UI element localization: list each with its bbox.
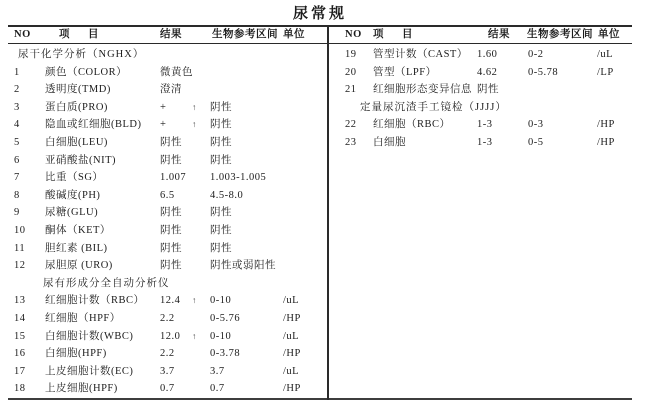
cell-result: 6.5 bbox=[160, 189, 175, 201]
section-label: 定量尿沉渣手工镜检（JJJJ） bbox=[360, 101, 507, 113]
lab-result-row bbox=[8, 99, 327, 117]
col-header-no: NO bbox=[345, 29, 362, 40]
cell-no: 12 bbox=[14, 260, 26, 272]
cell-item: 尿糖(GLU) bbox=[45, 207, 99, 219]
cell-unit: /HP bbox=[283, 312, 301, 324]
cell-no: 6 bbox=[14, 154, 20, 166]
cell-unit: /uL bbox=[283, 365, 300, 377]
cell-no: 22 bbox=[345, 119, 357, 131]
high-flag-icon: ↑ bbox=[192, 330, 197, 341]
right-results-pane bbox=[327, 46, 632, 152]
col-header-unit: 单位 bbox=[598, 29, 620, 40]
cell-item: 白细胞(HPF) bbox=[45, 348, 107, 360]
cell-no: 17 bbox=[14, 365, 26, 377]
high-flag-icon: ↑ bbox=[192, 119, 197, 130]
cell-result: 1-3 bbox=[477, 136, 493, 148]
section-label: 尿干化学分析（NGHX） bbox=[18, 49, 145, 60]
left-header-row bbox=[8, 27, 327, 43]
cell-no: 23 bbox=[345, 136, 357, 148]
right-header-row bbox=[327, 27, 632, 43]
cell-reference: 0-5.78 bbox=[528, 66, 559, 78]
cell-result: 12.4 bbox=[160, 295, 181, 307]
lab-result-row bbox=[8, 134, 327, 152]
cell-item: 管型（LPF） bbox=[373, 66, 437, 78]
cell-item: 上皮细胞(HPF) bbox=[45, 383, 118, 395]
lab-result-row bbox=[8, 257, 327, 275]
cell-reference: 0-2 bbox=[528, 49, 544, 60]
cell-result: 0.7 bbox=[160, 383, 175, 395]
cell-result: 阴性 bbox=[160, 207, 182, 219]
table-bottom-border bbox=[8, 398, 632, 400]
lab-result-row bbox=[8, 81, 327, 99]
cell-result: 阴性 bbox=[160, 242, 182, 254]
cell-reference: 3.7 bbox=[210, 365, 225, 377]
col-header-no: NO bbox=[14, 29, 31, 40]
cell-unit: /LP bbox=[597, 66, 614, 78]
cell-no: 18 bbox=[14, 383, 26, 395]
cell-result: 阴性 bbox=[160, 154, 182, 166]
lab-result-row bbox=[8, 169, 327, 187]
lab-result-row bbox=[8, 152, 327, 170]
section-label: 尿有形成分全自动分析仪 bbox=[43, 277, 170, 289]
cell-reference: 0-5.76 bbox=[210, 312, 241, 324]
cell-no: 7 bbox=[14, 172, 20, 184]
lab-result-row bbox=[8, 363, 327, 381]
cell-result: 阴性 bbox=[160, 136, 182, 148]
cell-reference: 阴性 bbox=[210, 101, 232, 113]
cell-result: 1.007 bbox=[160, 172, 187, 184]
cell-reference: 阴性 bbox=[210, 136, 232, 148]
left-results-pane bbox=[8, 46, 327, 398]
cell-result: + bbox=[160, 101, 167, 113]
cell-result: 阴性 bbox=[477, 84, 499, 96]
col-header-unit: 单位 bbox=[283, 29, 305, 40]
lab-result-row bbox=[8, 116, 327, 134]
cell-reference: 4.5-8.0 bbox=[210, 189, 244, 201]
cell-result: 澄清 bbox=[160, 84, 182, 96]
lab-result-row bbox=[327, 81, 632, 99]
lab-result-row bbox=[8, 328, 327, 346]
cell-item: 尿胆原 (URO) bbox=[45, 260, 113, 272]
cell-no: 13 bbox=[14, 295, 26, 307]
cell-item: 红细胞计数（RBC） bbox=[45, 295, 145, 307]
col-header-item: 项 目 bbox=[59, 29, 103, 40]
cell-item: 透明度(TMD) bbox=[45, 84, 111, 96]
cell-no: 5 bbox=[14, 136, 20, 148]
cell-result: + bbox=[160, 119, 167, 131]
report-title: 尿常规 bbox=[292, 6, 347, 22]
cell-item: 红细胞（HPF） bbox=[45, 312, 121, 324]
cell-no: 9 bbox=[14, 207, 20, 219]
cell-reference: 阴性 bbox=[210, 242, 232, 254]
cell-item: 比重（SG） bbox=[45, 172, 104, 184]
cell-reference: 阴性或弱阳性 bbox=[210, 260, 276, 272]
cell-item: 红细胞（RBC） bbox=[373, 119, 451, 131]
lab-result-row bbox=[8, 380, 327, 398]
cell-unit: /uL bbox=[283, 330, 300, 342]
lab-result-row bbox=[8, 187, 327, 205]
cell-no: 14 bbox=[14, 312, 26, 324]
cell-result: 4.62 bbox=[477, 66, 498, 78]
cell-item: 白细胞 bbox=[373, 136, 406, 148]
cell-result: 1.60 bbox=[477, 49, 498, 60]
col-header-reference: 生物参考区间 bbox=[212, 29, 278, 40]
col-header-result: 结果 bbox=[488, 29, 510, 40]
section-row bbox=[8, 275, 327, 293]
cell-item: 酸碱度(PH) bbox=[45, 189, 101, 201]
col-header-reference: 生物参考区间 bbox=[527, 29, 593, 40]
cell-result: 阴性 bbox=[160, 224, 182, 236]
cell-item: 隐血或红细胞(BLD) bbox=[45, 119, 142, 131]
section-row bbox=[327, 99, 632, 117]
cell-item: 酮体（KET） bbox=[45, 224, 111, 236]
cell-reference: 0-10 bbox=[210, 330, 232, 342]
cell-unit: /HP bbox=[597, 119, 615, 131]
cell-reference: 0-5 bbox=[528, 136, 544, 148]
cell-result: 阴性 bbox=[160, 260, 182, 272]
cell-result: 1-3 bbox=[477, 119, 493, 131]
lab-result-row bbox=[327, 134, 632, 152]
cell-no: 1 bbox=[14, 66, 20, 78]
cell-no: 3 bbox=[14, 101, 20, 113]
cell-no: 20 bbox=[345, 66, 357, 78]
high-flag-icon: ↑ bbox=[192, 101, 197, 112]
cell-item: 上皮细胞计数(EC) bbox=[45, 365, 134, 377]
cell-no: 19 bbox=[345, 49, 357, 60]
cell-reference: 1.003-1.005 bbox=[210, 172, 267, 184]
cell-reference: 阴性 bbox=[210, 224, 232, 236]
cell-item: 蛋白质(PRO) bbox=[45, 101, 108, 113]
cell-no: 8 bbox=[14, 189, 20, 201]
lab-result-row bbox=[327, 46, 632, 64]
col-header-result: 结果 bbox=[160, 29, 182, 40]
cell-item: 颜色（COLOR） bbox=[45, 66, 128, 78]
lab-result-row bbox=[8, 310, 327, 328]
cell-reference: 阴性 bbox=[210, 119, 232, 131]
cell-item: 白细胞计数(WBC) bbox=[45, 330, 134, 342]
cell-item: 管型计数（CAST） bbox=[373, 49, 468, 60]
header-underline bbox=[8, 43, 632, 44]
cell-reference: 阴性 bbox=[210, 154, 232, 166]
section-row bbox=[8, 46, 327, 64]
cell-reference: 0-3 bbox=[528, 119, 544, 131]
cell-no: 15 bbox=[14, 330, 26, 342]
lab-result-row bbox=[8, 204, 327, 222]
cell-item: 红细胞形态变异信息 bbox=[373, 84, 472, 96]
col-header-item: 项 目 bbox=[373, 29, 417, 40]
cell-item: 亚硝酸盐(NIT) bbox=[45, 154, 116, 166]
cell-reference: 0-10 bbox=[210, 295, 232, 307]
cell-no: 2 bbox=[14, 84, 20, 96]
lab-result-row bbox=[8, 292, 327, 310]
cell-reference: 0.7 bbox=[210, 383, 225, 395]
lab-result-row bbox=[8, 240, 327, 258]
cell-no: 21 bbox=[345, 84, 357, 96]
cell-result: 2.2 bbox=[160, 348, 175, 360]
cell-item: 白细胞(LEU) bbox=[45, 136, 108, 148]
lab-result-row bbox=[8, 345, 327, 363]
lab-result-row bbox=[327, 64, 632, 82]
cell-no: 11 bbox=[14, 242, 26, 254]
cell-no: 10 bbox=[14, 224, 26, 236]
cell-unit: /HP bbox=[597, 136, 615, 148]
high-flag-icon: ↑ bbox=[192, 295, 197, 306]
cell-result: 3.7 bbox=[160, 365, 175, 377]
lab-result-row bbox=[327, 116, 632, 134]
cell-unit: /uL bbox=[283, 295, 300, 307]
cell-unit: /uL bbox=[597, 49, 614, 60]
cell-reference: 0-3.78 bbox=[210, 348, 241, 360]
lab-result-row bbox=[8, 222, 327, 240]
cell-item: 胆红素 (BIL) bbox=[45, 242, 108, 254]
cell-result: 2.2 bbox=[160, 312, 175, 324]
cell-unit: /HP bbox=[283, 383, 301, 395]
cell-result: 微黄色 bbox=[160, 66, 193, 78]
cell-no: 4 bbox=[14, 119, 20, 131]
cell-unit: /HP bbox=[283, 348, 301, 360]
cell-no: 16 bbox=[14, 348, 26, 360]
cell-result: 12.0 bbox=[160, 330, 181, 342]
lab-result-row bbox=[8, 64, 327, 82]
cell-reference: 阴性 bbox=[210, 207, 232, 219]
